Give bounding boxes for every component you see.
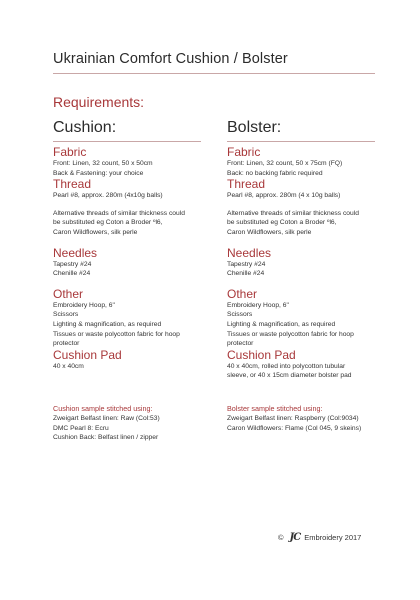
bolster-fabric-line: Back: no backing fabric required: [227, 169, 323, 177]
bolster-other-line: Lighting & magnification, as required: [227, 320, 336, 328]
bolster-other-line: Scissors: [227, 311, 253, 319]
cushion-other-line: Tissues or waste polycotton fabric for hoop: [53, 330, 180, 338]
cushion-pad-heading: Cushion Pad: [53, 347, 122, 362]
bolster-pad-line: sleeve, or 40 x 15cm diameter bolster pad: [227, 372, 352, 380]
bolster-column: [227, 118, 377, 381]
bolster-divider: [227, 141, 375, 142]
bolster-heading: Bolster:: [227, 119, 282, 136]
bolster-sample-line: Zweigart Belfast linen: Raspberry (Col:9034): [227, 415, 359, 422]
cushion-sample-line: Zweigart Belfast linen: Raw (Col:53): [53, 415, 160, 422]
copyright-symbol: ©: [278, 533, 284, 542]
bolster-sample-heading: Bolster sample stitched using:: [227, 404, 323, 413]
bolster-thread-heading: Thread: [227, 177, 266, 192]
bolster-sample-line: Caron Wildflowers: Flame (Col 045, 9 skeins): [227, 424, 362, 432]
bolster-needles-line: Chenille #24: [227, 270, 265, 278]
cushion-sample-line: DMC Pearl 8: Ecru: [53, 424, 109, 432]
bolster-fabric-heading: Fabric: [227, 145, 261, 159]
cushion-fabric-heading: Fabric: [53, 145, 87, 159]
cushion-other-line: protector: [53, 340, 80, 348]
cushion-fabric-line: Front: Linen, 32 count, 50 x 50cm: [53, 160, 153, 167]
cushion-sample-heading: Cushion sample stitched using:: [53, 404, 153, 413]
bolster-alt-line: Alternative threads of similar thickness could: [227, 209, 359, 217]
cushion-sample-line: Cushion Back: Belfast linen / zipper: [53, 434, 159, 442]
cushion-needles-heading: Needles: [53, 245, 98, 260]
cushion-fabric-line: Back & Fastening: your choice: [53, 169, 144, 177]
cushion-alt-line: be substituted eg Coton a Broder ºl6,: [53, 219, 163, 227]
cushion-pad-line: 40 x 40cm: [53, 362, 84, 370]
cushion-alt-line: Caron Wildflowers, silk perle: [53, 228, 138, 236]
bolster-alt-line: Caron Wildflowers, silk perle: [227, 228, 312, 236]
cushion-other-line: Lighting & magnification, as required: [53, 320, 162, 328]
requirements-label: Requirements:: [53, 94, 145, 110]
bolster-fabric-line: Front: Linen, 32 count, 50 x 75cm (FQ): [227, 160, 343, 167]
footer: [278, 532, 361, 543]
bolster-needles-line: Tapestry #24: [227, 260, 266, 268]
bolster-pad-line: 40 x 40cm, rolled into polycotton tubular: [227, 362, 346, 370]
cushion-heading: Cushion:: [53, 119, 117, 136]
bolster-other-heading: Other: [227, 286, 258, 301]
cushion-divider: [53, 141, 201, 142]
bolster-thread-line: Pearl #8, approx. 280m (4 x 10g balls): [227, 192, 341, 200]
cushion-other-heading: Other: [53, 286, 84, 301]
cushion-needles-line: Chenille #24: [53, 270, 91, 278]
title-divider: [53, 73, 375, 74]
bolster-needles-heading: Needles: [227, 245, 272, 260]
page-title: Ukrainian Comfort Cushion / Bolster: [53, 51, 288, 67]
cushion-thread-heading: Thread: [53, 177, 92, 192]
bolster-other-line: Tissues or waste polycotton fabric for hoop: [227, 330, 354, 338]
bolster-other-line: protector: [227, 340, 254, 348]
cushion-needles-line: Tapestry #24: [53, 260, 92, 268]
bolster-alt-line: be substituted eg Coton a Broder ºl6,: [227, 219, 337, 227]
bolster-pad-heading: Cushion Pad: [227, 347, 296, 362]
cushion-sample-block: [53, 404, 218, 443]
cushion-thread-line: Pearl #8, approx. 280m (4x10g balls): [53, 192, 163, 200]
bolster-other-line: Embroidery Hoop, 6": [227, 301, 289, 309]
cushion-column: [53, 118, 203, 371]
footer-brand: Embroidery 2017: [304, 533, 362, 542]
jc-logo: JC: [289, 532, 301, 543]
cushion-other-line: Scissors: [53, 311, 79, 319]
bolster-sample-block: [227, 404, 392, 433]
cushion-alt-line: Alternative threads of similar thickness could: [53, 209, 185, 217]
cushion-other-line: Embroidery Hoop, 6": [53, 301, 115, 309]
